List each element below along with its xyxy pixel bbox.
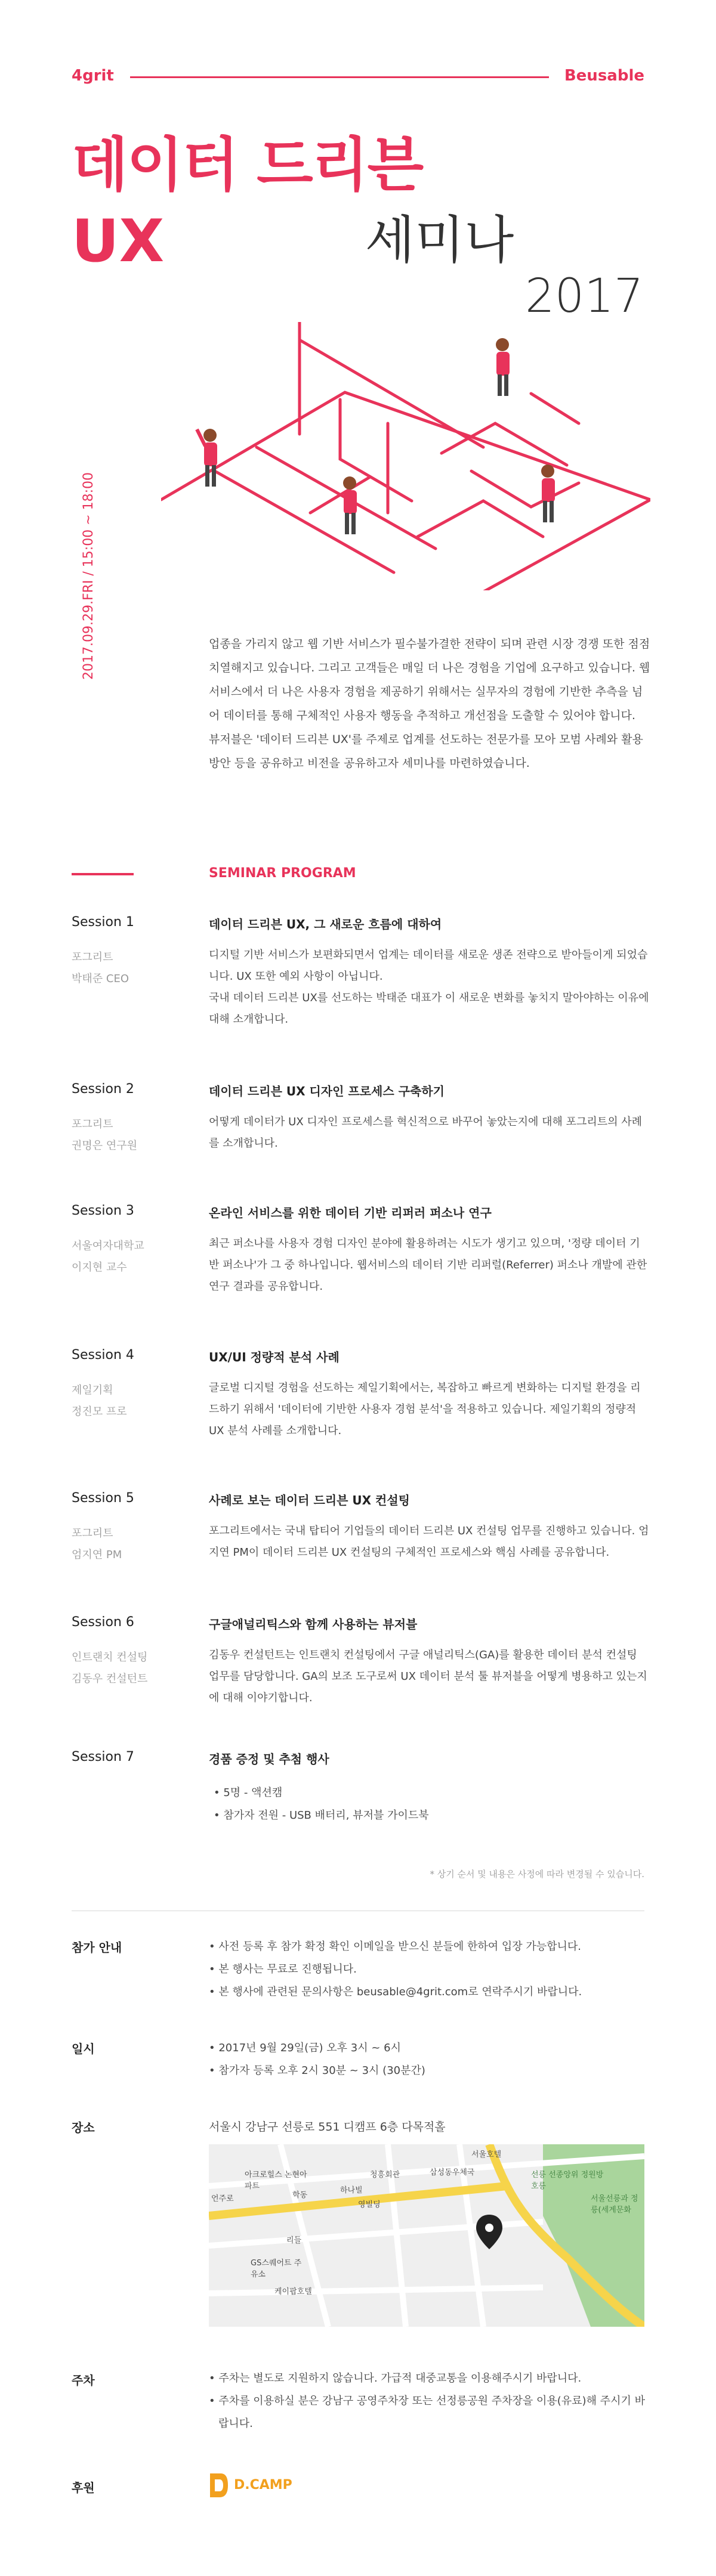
person-figure-3 (343, 476, 357, 534)
session-speaker (72, 1236, 203, 1278)
schedule-item: • 참가자 등록 오후 2시 30분 ~ 3시 (30분간) (209, 2060, 650, 2082)
map-label: GS스퀘어트 주유소 (251, 2259, 302, 2279)
intro-text (209, 632, 650, 775)
parking-list (209, 2367, 650, 2435)
session-desc (209, 1233, 650, 1298)
session-desc-text: 글로벌 디지털 경험을 선도하는 제일기획에서는, 복잡하고 빠르게 변화하는 디지털 환경을 리드하기 위해서 '데이터에 기반한 사용자 경험 분석'을 적용하고 있습니다. 제일기획의 정량적 UX 분석 사례를 소개합니다. (209, 1382, 641, 1437)
dcamp-logo-icon (209, 2472, 229, 2498)
person-figure-2 (496, 338, 510, 396)
session-desc (209, 1521, 650, 1563)
speaker-person: 김동우 컨설턴트 (72, 1673, 148, 1685)
event-date-vertical: 2017.09.29.FRI / 15:00 ~ 18:00 (81, 472, 96, 680)
speaker-person: 권명은 연구원 (72, 1140, 138, 1152)
map-label: 리들 (286, 2236, 302, 2245)
participation-item: • 본 행사는 무료로 진행됩니다. (209, 1958, 650, 1981)
schedule-label: 일시 (72, 2042, 95, 2056)
brand-4grit: 4grit (72, 67, 114, 85)
participation-item: • 본 행사에 관련된 문의사항은 beusable@4grit.com로 연락주시기 바랍니다. (209, 1981, 650, 2004)
session-desc (209, 945, 650, 1030)
hero-title-line1: 데이터 드리븐 (72, 131, 423, 199)
session-desc-text: 최근 퍼소나를 사용자 경험 디자인 분야에 활용하려는 시도가 생기고 있으며, '정량 데이터 기반 퍼소나'가 그 중 하나입니다. 웹서비스의 데이터 기반 리퍼럴(Referrer) 퍼소나 개발에 관한 연구 결과를 공유합니다. (209, 1237, 647, 1293)
sponsor-logo (209, 2472, 292, 2498)
session-speaker (72, 1380, 203, 1423)
parking-label: 주차 (72, 2373, 95, 2388)
session-speaker (72, 1647, 203, 1690)
person-figure-4 (541, 465, 555, 522)
map-label: 학동 (292, 2191, 308, 2200)
speaker-org: 제일기획 (72, 1384, 113, 1397)
session-desc (209, 1111, 650, 1154)
hero-year: 2017 (525, 270, 644, 323)
venue-map[interactable] (209, 2144, 644, 2327)
participation-label: 참가 안내 (72, 1940, 122, 1955)
map-label: 영빌딩 (358, 2200, 381, 2209)
session-title: 경품 증정 및 추첨 행사 (209, 1752, 329, 1766)
prize-item: • 참가자 전원 - USB 배터리, 뷰저블 가이드북 (214, 1804, 429, 1827)
parking-item: • 주차를 이용하실 분은 강남구 공영주차장 또는 선정릉공원 주차장을 이용(유료)해 주시기 바랍니다. (209, 2390, 650, 2435)
hero-title-line2: UX (72, 208, 165, 275)
session-name: Session 4 (72, 1348, 134, 1363)
session-title: 구글애널리틱스와 함께 사용하는 뷰저블 (209, 1617, 418, 1631)
brand-beusable: Beusable (564, 67, 644, 85)
speaker-org: 포그리트 (72, 1118, 113, 1131)
session-speaker (72, 1523, 203, 1566)
session-name: Session 2 (72, 1082, 134, 1097)
map-label: 서울선릉과 정릉(세계문화 (591, 2194, 638, 2215)
session-name: Session 3 (72, 1203, 134, 1218)
participation-item: • 사전 등록 후 참가 확정 확인 이메일을 받으신 분들에 한하여 입장 가능합니다. (209, 1936, 650, 1958)
prize-list (214, 1782, 429, 1827)
intro-paragraph: 뷰저블은 '데이터 드리븐 UX'를 주제로 업계를 선도하는 전문가를 모아 모범 사례와 활용 방안 등을 공유하고 비전을 공유하고자 세미나를 마련하였습니다. (209, 733, 643, 770)
speaker-person: 박태준 CEO (72, 973, 129, 985)
map-label: 삼성동우체국 (430, 2168, 475, 2177)
map-label: 언주로 (211, 2194, 234, 2203)
schedule-item: • 2017년 9월 29일(금) 오후 3시 ~ 6시 (209, 2037, 650, 2060)
program-title: SEMINAR PROGRAM (209, 866, 356, 881)
program-change-note: * 상기 순서 및 내용은 사정에 따라 변경될 수 있습니다. (430, 1869, 644, 1880)
speaker-org: 포그리트 (72, 1527, 113, 1540)
venue-label: 장소 (72, 2120, 95, 2135)
map-label: 선릉 선종앙위 정원방호릉 (531, 2171, 604, 2191)
isometric-path-illustration (161, 322, 650, 590)
map-label: 케이팝호텔 (274, 2287, 312, 2296)
map-label: 청흥회관 (370, 2171, 400, 2179)
program-accent-line (72, 873, 134, 875)
sponsor-name: D.CAMP (234, 2478, 292, 2493)
speaker-person: 정진모 프로 (72, 1405, 127, 1418)
session-speaker (72, 947, 203, 990)
session-speaker (72, 1114, 203, 1157)
session-desc (209, 1377, 650, 1442)
parking-item: • 주차는 별도로 지원하지 않습니다. 가급적 대중교통을 이용해주시기 바랍니다. (209, 2367, 650, 2390)
speaker-org: 서울여자대학교 (72, 1240, 144, 1252)
speaker-person: 이지현 교수 (72, 1261, 127, 1274)
map-label: 서울호텔 (471, 2150, 502, 2159)
session-desc-text: 어떻게 데이터가 UX 디자인 프로세스를 혁신적으로 바꾸어 놓았는지에 대해 포그리트의 사례를 소개합니다. (209, 1116, 643, 1150)
participation-list (209, 1936, 650, 2004)
intro-paragraph: 업종을 가리지 않고 웹 기반 서비스가 필수불가결한 전략이 되며 관련 시장 경쟁 또한 점점 치열해지고 있습니다. 그리고 고객들은 매일 더 나은 경험을 기업에 요구하고 있습니다. 웹 서비스에서 더 나은 사용자 경험을 제공하기 위해서는 실무자의 경험에 기반한 추측을 넘어 데이터를 통해 구체적인 사용자 행동을 추적하고 개선점을 도출할 수 있어야 합니다. (209, 637, 650, 722)
speaker-org: 포그리트 (72, 951, 113, 964)
speaker-person: 엄지연 PM (72, 1549, 122, 1561)
map-label: 하나빌 (340, 2186, 363, 2195)
header-divider (130, 76, 549, 78)
speaker-org: 인트랜치 컨설팅 (72, 1651, 148, 1664)
venue-address: 서울시 강남구 선릉로 551 디캠프 6층 다목적홀 (209, 2120, 446, 2134)
session-desc-text: 포그리트에서는 국내 탑티어 기업들의 데이터 드리븐 UX 컨설팅 업무를 진행하고 있습니다. 엄지연 PM이 데이터 드리븐 UX 컨설팅의 구체적인 프로세스와 핵심 사례를 공유합니다. (209, 1525, 649, 1559)
sponsor-label: 후원 (72, 2481, 95, 2495)
schedule-list (209, 2037, 650, 2082)
hero-title-line3: 세미나 (365, 210, 514, 270)
session-title: 사례로 보는 데이터 드리븐 UX 컨설팅 (209, 1493, 410, 1507)
session-name: Session 1 (72, 915, 134, 930)
session-name: Session 6 (72, 1615, 134, 1630)
session-desc-text: 국내 데이터 드리븐 UX를 선도하는 박태준 대표가 이 새로운 변화를 놓치지 말아야하는 이유에 대해 소개합니다. (209, 992, 649, 1026)
session-name: Session 7 (72, 1750, 134, 1764)
session-title: UX/UI 정량적 분석 사례 (209, 1350, 340, 1364)
session-name: Session 5 (72, 1491, 134, 1506)
prize-item: • 5명 - 액션캠 (214, 1782, 429, 1804)
session-title: 온라인 서비스를 위한 데이터 기반 리퍼러 퍼소나 연구 (209, 1206, 492, 1220)
session-desc (209, 1645, 650, 1709)
session-title: 데이터 드리븐 UX, 그 새로운 흐름에 대하여 (209, 917, 442, 931)
session-desc-text: 디지털 기반 서비스가 보편화되면서 업계는 데이터를 새로운 생존 전략으로 받아들이게 되었습니다. UX 또한 예외 사항이 아닙니다. (209, 949, 648, 983)
map-label: 아크로힐스 논현아파트 (245, 2171, 307, 2191)
session-title: 데이터 드리븐 UX 디자인 프로세스 구축하기 (209, 1084, 445, 1098)
session-desc-text: 김동우 컨설턴트는 인트랜치 컨설팅에서 구글 애널리틱스(GA)를 활용한 데이터 분석 컨설팅 업무를 담당합니다. GA의 보조 도구로써 UX 데이터 분석 툴 뷰저블을 어떻게 병용하고 있는지에 대해 이야기합니다. (209, 1649, 647, 1704)
